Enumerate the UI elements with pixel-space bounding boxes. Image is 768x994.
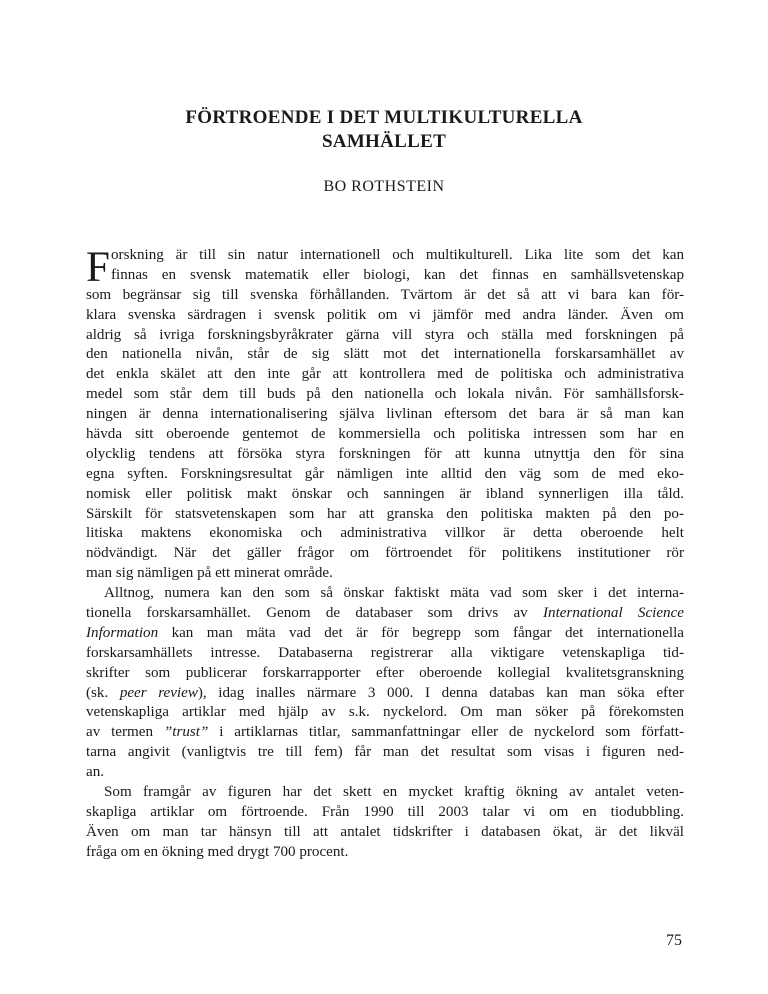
text-line [86,345,684,365]
text-line [86,803,684,823]
text-segment: skapliga artiklar om förtroende. Från 1990 till 2003 talar vi om en tiodubbling. [86,803,684,820]
text-segment: finnas en svensk matematik eller biologi, kan det finnas en samhällsvetenskap [111,266,684,283]
text-line [86,326,684,346]
text-line [86,405,684,425]
text-line [86,485,684,505]
italic-term: ”trust” [163,724,209,741]
text-line [86,385,684,405]
italic-term: peer review [119,684,198,701]
page-number: 75 [666,932,682,949]
text-line [86,604,684,624]
text-segment: av termen [86,724,164,741]
text-segment: orskning är till sin natur internationell och multikulturell. Lika lite som det kan [111,247,684,263]
text-segment: det enkla skälet att den inte går att kontrollera med de politiska och administrativa [86,366,684,383]
text-line [86,584,684,604]
title-line: FÖRTROENDE I DET MULTIKULTURELLA [185,107,583,128]
body-text [86,246,684,863]
text-segment: den nationella nivån, står de sig slätt mot det internationella forskarsamhället av [86,346,684,363]
text-line [86,465,684,485]
text-segment: Alltnog, numera kan den som så önskar faktiskt mäta vad som sker i det interna- [104,585,684,602]
text-segment: tarna angivit (vanligtvis tre till fem) får man det resultat som visas i figuren ned- [86,744,684,761]
text-line [86,843,684,863]
italic-term: Information [86,624,159,641]
text-line [86,703,684,723]
text-line [86,445,684,465]
text-line [86,823,684,843]
text-segment: Även om man tar hänsyn till att antalet tidskrifter i databasen ökat, är det likväl [86,823,684,840]
text-segment: man sig nämligen på ett minerat område. [86,565,333,582]
text-segment: aldrig så ivriga forskningsbyråkrater gärna vill styra och ställa med forskningen på [86,326,684,343]
text-segment: klara svenska särdragen i svensk politik om vi jämför med andra länder. Även om [86,306,684,323]
text-line [86,286,684,306]
text-segment: vetenskapliga artiklar med hjälp av s.k. nyckelord. Om man söker på förekomsten [86,704,684,721]
author-name: BO ROTHSTEIN [323,178,445,195]
text-line [86,266,684,286]
text-line [86,246,684,266]
article-title [0,106,768,154]
text-segment: skrifter som publicerar forskarrapporter efter oberoende kollegial kvalitetsgranskning [86,664,684,681]
text-segment: ), idag inalles närmare 3 000. I denna databas kan man söka efter [197,684,684,701]
text-segment: an. [86,764,105,781]
text-segment: (sk. [86,684,120,701]
text-line [86,624,684,644]
text-segment: i artiklarnas titlar, sammanfattningar eller de nyckelord som författ- [208,724,684,741]
text-line [86,723,684,743]
text-line [86,365,684,385]
text-line [86,743,684,763]
text-segment: ningen är denna internationalisering själva livlinan eftersom det bara är så man kan [86,406,684,423]
text-segment: Särskilt för statsvetenskapen som har att granska den politiska makten på den po- [86,505,684,522]
text-segment: medel som står dem till buds på den nationella och lokala nivån. För samhällsforsk- [86,386,684,403]
text-line [86,763,684,783]
text-line [86,524,684,544]
text-segment: tionella forskarsamhället. Genom de databaser som drivs av [86,605,543,622]
text-line [86,664,684,684]
text-line [86,306,684,326]
text-segment: fråga om en ökning med drygt 700 procent. [86,843,349,860]
text-line [86,564,684,584]
drop-cap: F [86,244,110,291]
text-segment: som begränsar sig till svenska förhållanden. Tvärtom är det så att vi bara kan för- [86,286,684,303]
text-segment: hävda sitt oberoende gentemot de kommersiella och politiska intressen som har en [86,426,684,443]
text-line [86,644,684,664]
text-line [86,544,684,564]
italic-term: International Science [543,605,685,622]
text-line [86,505,684,525]
text-segment: egna syften. Forskningsresultat går nämligen inte alltid den väg som de med eko- [86,465,684,482]
text-line [86,783,684,803]
title-line: SAMHÄLLET [321,131,447,152]
text-line [86,684,684,704]
text-segment: nödvändigt. När det gäller frågor om förtroendet för politikens institutioner rör [86,545,684,562]
text-segment: olycklig tendens att försöka styra forskningen för att kunna utnyttja den för sina [86,445,684,462]
text-segment: kan man mäta vad det är för begrepp som fångar det internationella [158,624,684,641]
text-segment: litiska maktens ekonomiska och administrativa villkor är detta oberoende helt [86,525,684,542]
text-segment: forskarsamhällets intresse. Databaserna registrerar alla viktigare vetenskapliga tid- [86,644,684,661]
text-line [86,425,684,445]
text-segment: nomisk eller politisk makt önskar och sanningen är ibland synnerligen illa tåld. [86,485,684,502]
text-segment: Som framgår av figuren har det skett en mycket kraftig ökning av antalet veten- [104,784,684,801]
